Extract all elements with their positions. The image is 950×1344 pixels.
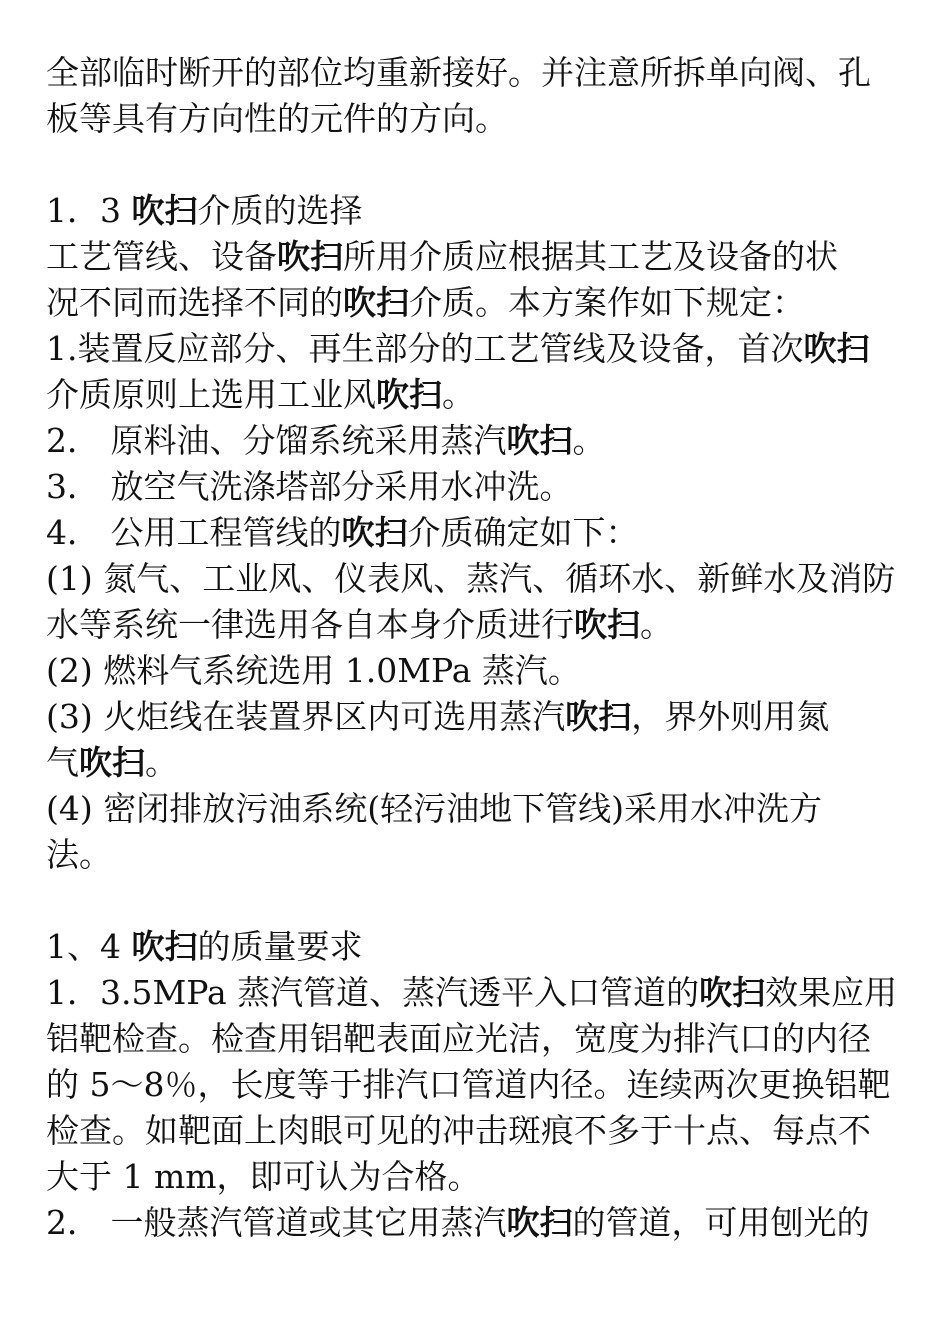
text-run: 。 [640, 605, 673, 644]
text-run: 的管道，可用刨光的 [572, 1203, 870, 1242]
text-run: 1、4 [46, 927, 132, 966]
keyword-highlight: 吹扫 [341, 513, 408, 552]
text-run: 的质量要求 [197, 927, 363, 966]
text-line [46, 786, 914, 832]
text-line [46, 372, 914, 418]
text-run: 3． 放空气洗涤塔部分采用水冲洗。 [46, 467, 573, 506]
text-run: (3) 火炬线在装置界区内可选用蒸汽 [46, 697, 566, 736]
text-line [46, 510, 914, 556]
keyword-highlight: 吹扫 [277, 237, 343, 276]
text-run: 的 5～8％，长度等于排汽口管道内径。连续两次更换铝靶 [46, 1065, 891, 1104]
text-run: 法。 [46, 835, 112, 874]
text-run: 2． 原料油、分馏系统采用蒸汽 [46, 421, 507, 460]
document-body [46, 50, 914, 1246]
text-line [46, 694, 914, 740]
text-run: 全部临时断开的部位均重新接好。并注意所拆单向阀、孔 [46, 53, 871, 92]
paragraph-gap [46, 142, 914, 188]
text-line [46, 924, 914, 970]
keyword-highlight: 吹扫 [506, 1203, 573, 1242]
text-run: 水等系统一律选用各自本身介质进行 [46, 605, 574, 644]
text-run: 2． 一般蒸汽管道或其它用蒸汽 [46, 1203, 507, 1242]
keyword-highlight: 吹扫 [565, 697, 632, 736]
text-line [46, 234, 914, 280]
text-run: 所用介质应根据其工艺及设备的状 [343, 237, 838, 276]
text-run: 工艺管线、设备 [46, 237, 277, 276]
text-run: 。 [145, 743, 178, 782]
text-run: 1.装置反应部分、再生部分的工艺管线及设备，首次 [46, 329, 804, 368]
paragraph [46, 50, 914, 142]
text-run: 。 [442, 375, 475, 414]
text-run: 况不同而选择不同的 [46, 283, 343, 322]
keyword-highlight: 吹扫 [574, 605, 640, 644]
keyword-highlight: 吹扫 [699, 973, 766, 1012]
text-line [46, 1016, 914, 1062]
text-line [46, 602, 914, 648]
paragraph [46, 188, 914, 878]
text-run: 气 [46, 743, 79, 782]
text-run: ，界外则用氮 [631, 697, 830, 736]
keyword-highlight: 吹扫 [131, 191, 198, 230]
text-line [46, 970, 914, 1016]
text-run: 检查。如靶面上肉眼可见的冲击斑痕不多于十点、每点不 [46, 1111, 871, 1150]
text-run: (1) 氮气、工业风、仪表风、蒸汽、循环水、新鲜水及消防 [46, 559, 896, 598]
keyword-highlight: 吹扫 [803, 329, 870, 368]
text-run: 铝靶检查。检查用铝靶表面应光洁，宽度为排汽口的内径 [46, 1019, 871, 1058]
text-run: 介质。本方案作如下规定： [409, 283, 805, 322]
text-line [46, 464, 914, 510]
text-run: 大于 1 mm，即可认为合格。 [46, 1157, 481, 1196]
text-line [46, 50, 914, 96]
text-line [46, 326, 914, 372]
text-run: 板等具有方向性的元件的方向。 [46, 99, 508, 138]
text-run: (4) 密闭排放污油系统(轻污油地下管线)采用水冲洗方 [46, 789, 822, 828]
text-run: 介质原则上选用工业风 [46, 375, 376, 414]
keyword-highlight: 吹扫 [376, 375, 442, 414]
keyword-highlight: 吹扫 [131, 927, 198, 966]
text-line [46, 1154, 914, 1200]
text-run: 1．3 [46, 191, 132, 230]
text-line [46, 648, 914, 694]
text-line [46, 1200, 914, 1246]
keyword-highlight: 吹扫 [79, 743, 145, 782]
keyword-highlight: 吹扫 [506, 421, 573, 460]
text-line [46, 740, 914, 786]
text-line [46, 96, 914, 142]
text-run: 介质的选择 [197, 191, 363, 230]
text-run: 效果应用 [765, 973, 898, 1012]
text-run: 4． 公用工程管线的 [46, 513, 342, 552]
paragraph-gap [46, 878, 914, 924]
text-line [46, 1062, 914, 1108]
text-line [46, 188, 914, 234]
text-run: (2) 燃料气系统选用 1.0MPa 蒸汽。 [46, 651, 581, 690]
keyword-highlight: 吹扫 [343, 283, 409, 322]
text-line [46, 556, 914, 602]
text-run: 介质确定如下： [407, 513, 639, 552]
text-line [46, 1108, 914, 1154]
text-line [46, 280, 914, 326]
text-run: 1．3.5MPa 蒸汽管道、蒸汽透平入口管道的 [46, 973, 700, 1012]
text-run: 。 [572, 421, 606, 460]
text-line [46, 418, 914, 464]
text-line [46, 832, 914, 878]
paragraph [46, 924, 914, 1246]
